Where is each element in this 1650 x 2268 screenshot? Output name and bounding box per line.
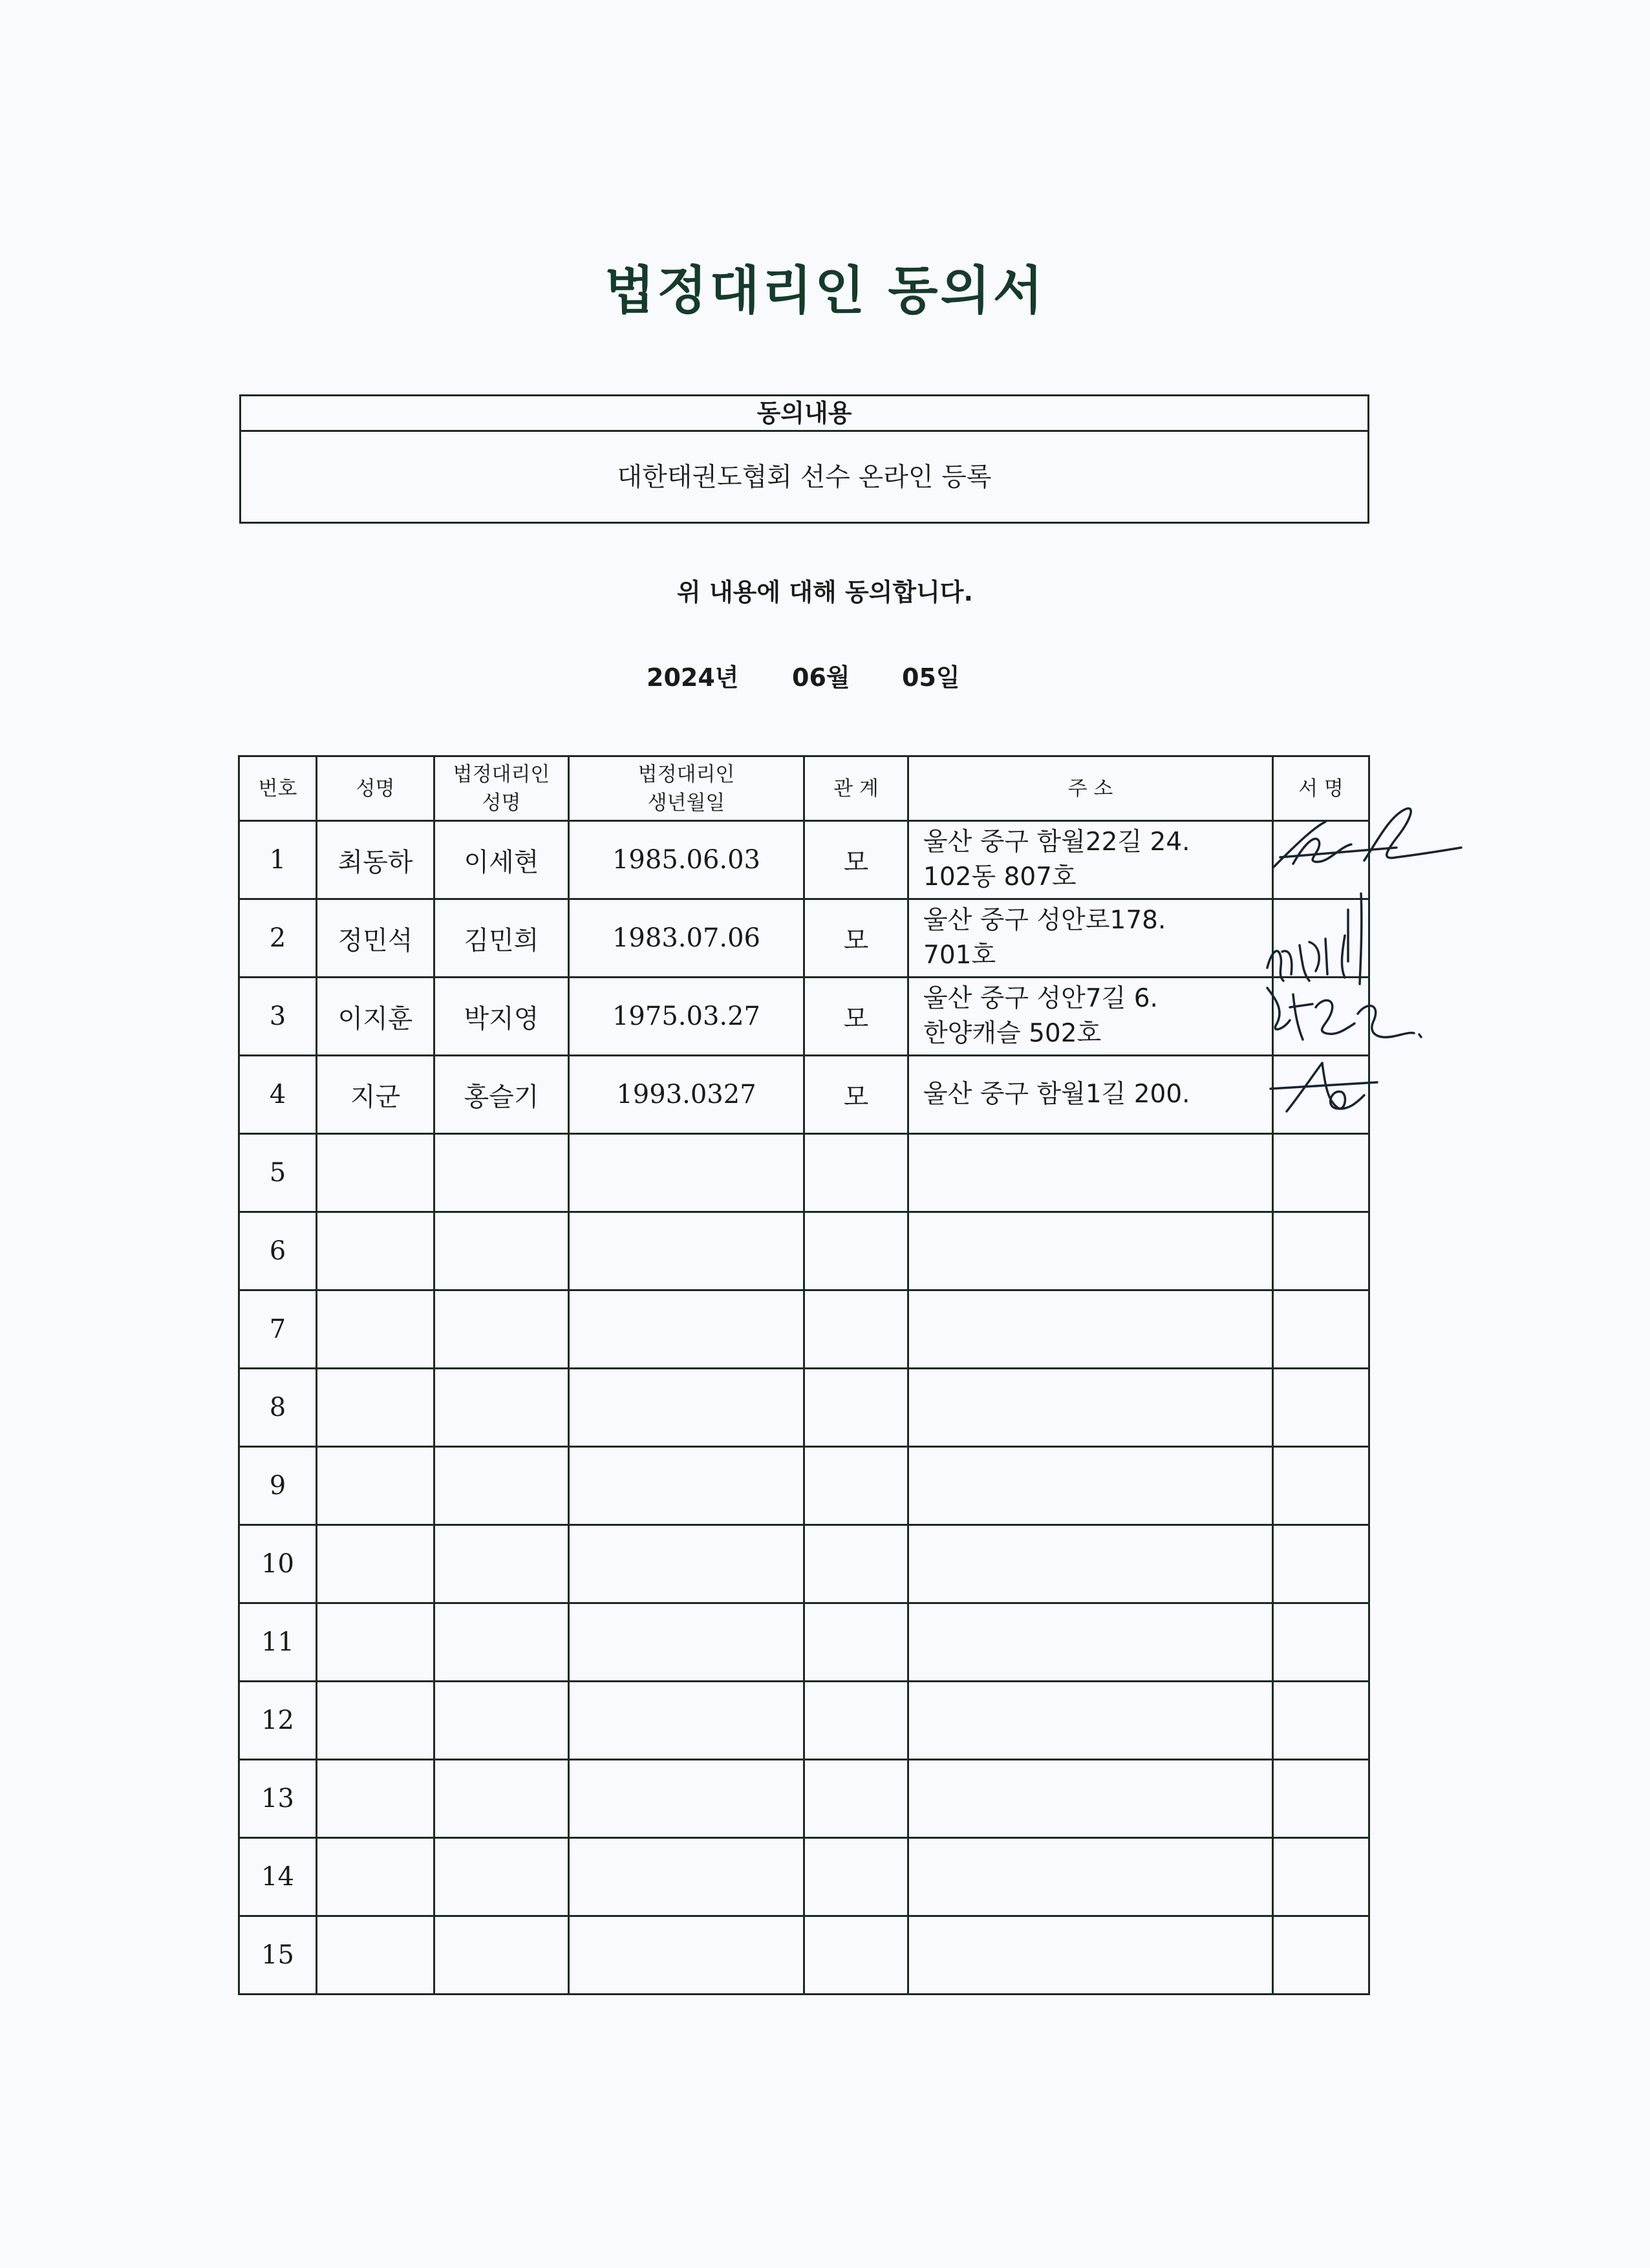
row-guardian-name	[434, 1290, 569, 1369]
row-address	[908, 1525, 1273, 1603]
row-guardian-name	[434, 1134, 569, 1212]
table-row	[239, 1760, 1369, 1838]
row-guardian-birth: 1993.0327	[569, 1056, 804, 1134]
row-address: 울산 중구 함월1길 200.	[908, 1056, 1273, 1134]
row-name: 이지훈	[317, 978, 434, 1056]
row-address	[908, 1134, 1273, 1212]
row-signature	[1273, 1682, 1369, 1760]
header-address: 주 소	[908, 756, 1273, 821]
row-guardian-birth: 1983.07.06	[569, 899, 804, 978]
row-relation: 모	[804, 899, 908, 978]
row-signature	[1273, 1290, 1369, 1369]
agreement-statement: 위 내용에 대해 동의합니다.	[677, 578, 973, 606]
header-guardian-name: 법정대리인 성명	[434, 756, 569, 821]
header-relation: 관 계	[804, 756, 908, 821]
row-name	[317, 1525, 434, 1603]
row-guardian-birth	[569, 1760, 804, 1838]
row-guardian-name	[434, 1525, 569, 1603]
row-guardian-birth	[569, 1838, 804, 1916]
row-address: 울산 중구 성안7길 6. 한양캐슬 502호	[908, 978, 1273, 1056]
date-day: 05일	[902, 663, 960, 692]
row-guardian-birth	[569, 1447, 804, 1525]
row-guardian-name	[434, 1682, 569, 1760]
row-name	[317, 1212, 434, 1290]
row-address: 울산 중구 성안로178. 701호	[908, 899, 1273, 978]
row-number: 13	[239, 1760, 317, 1838]
row-address	[908, 1760, 1273, 1838]
row-relation	[804, 1603, 908, 1682]
table-row	[239, 821, 1369, 899]
row-relation	[804, 1525, 908, 1603]
row-address	[908, 1369, 1273, 1447]
header-name: 성명	[317, 756, 434, 821]
row-signature	[1273, 1369, 1369, 1447]
consent-body: 대한태권도협회 선수 온라인 등록	[617, 462, 992, 492]
row-number: 7	[239, 1290, 317, 1369]
table-row	[239, 1369, 1369, 1447]
row-guardian-birth	[569, 1134, 804, 1212]
row-relation	[804, 1760, 908, 1838]
row-guardian-birth: 1975.03.27	[569, 978, 804, 1056]
row-guardian-birth	[569, 1525, 804, 1603]
row-relation	[804, 1838, 908, 1916]
header-guardian-birth: 법정대리인 생년월일	[569, 756, 804, 821]
row-signature	[1273, 1916, 1369, 1995]
row-relation: 모	[804, 978, 908, 1056]
row-address	[908, 1682, 1273, 1760]
row-name: 정민석	[317, 899, 434, 978]
row-relation	[804, 1290, 908, 1369]
row-relation: 모	[804, 821, 908, 899]
row-relation	[804, 1447, 908, 1525]
row-guardian-name: 박지영	[434, 978, 569, 1056]
row-number: 14	[239, 1838, 317, 1916]
table-row	[239, 1447, 1369, 1525]
row-number: 8	[239, 1369, 317, 1447]
table-row	[239, 1838, 1369, 1916]
row-guardian-name	[434, 1212, 569, 1290]
row-guardian-name	[434, 1760, 569, 1838]
header-no: 번호	[239, 756, 317, 821]
row-relation: 모	[804, 1056, 908, 1134]
guardian-roster-table	[238, 755, 1370, 1995]
row-address	[908, 1447, 1273, 1525]
row-number: 6	[239, 1212, 317, 1290]
handwritten-signature-4	[1267, 1050, 1390, 1121]
date-year: 2024년	[647, 663, 739, 692]
table-row	[239, 1603, 1369, 1682]
row-address	[908, 1603, 1273, 1682]
row-name	[317, 1369, 434, 1447]
row-guardian-name	[434, 1369, 569, 1447]
row-number: 11	[239, 1603, 317, 1682]
row-name: 최동하	[317, 821, 434, 899]
row-name	[317, 1760, 434, 1838]
table-header-row	[239, 756, 1369, 821]
header-signature: 서 명	[1273, 756, 1369, 821]
row-name: 지군	[317, 1056, 434, 1134]
table-row	[239, 1212, 1369, 1290]
row-guardian-birth	[569, 1212, 804, 1290]
row-guardian-name	[434, 1603, 569, 1682]
row-number: 15	[239, 1916, 317, 1995]
row-name	[317, 1290, 434, 1369]
consent-header: 동의내용	[241, 396, 1367, 432]
row-signature	[1273, 899, 1369, 978]
row-name	[317, 1682, 434, 1760]
row-signature	[1273, 1212, 1369, 1290]
row-relation	[804, 1134, 908, 1212]
row-name	[317, 1134, 434, 1212]
row-address	[908, 1212, 1273, 1290]
table-row	[239, 1682, 1369, 1760]
row-guardian-birth	[569, 1603, 804, 1682]
row-guardian-name: 이세현	[434, 821, 569, 899]
row-guardian-birth	[569, 1369, 804, 1447]
row-guardian-birth	[569, 1290, 804, 1369]
row-signature	[1273, 1056, 1369, 1134]
row-signature	[1273, 1760, 1369, 1838]
row-guardian-name: 김민희	[434, 899, 569, 978]
date-month: 06월	[792, 663, 850, 692]
row-guardian-name	[434, 1447, 569, 1525]
row-signature	[1273, 1603, 1369, 1682]
row-address	[908, 1916, 1273, 1995]
row-name	[317, 1603, 434, 1682]
row-signature	[1273, 1447, 1369, 1525]
table-row	[239, 1290, 1369, 1369]
table-row	[239, 1916, 1369, 1995]
row-number: 5	[239, 1134, 317, 1212]
row-address	[908, 1290, 1273, 1369]
row-relation	[804, 1916, 908, 1995]
row-name	[317, 1916, 434, 1995]
row-name	[317, 1838, 434, 1916]
consent-box	[239, 394, 1369, 524]
table-row	[239, 978, 1369, 1056]
row-number: 10	[239, 1525, 317, 1603]
row-guardian-name	[434, 1916, 569, 1995]
table-row	[239, 1134, 1369, 1212]
row-relation	[804, 1369, 908, 1447]
row-number: 9	[239, 1447, 317, 1525]
row-number: 3	[239, 978, 317, 1056]
row-guardian-birth	[569, 1916, 804, 1995]
row-number: 1	[239, 821, 317, 899]
row-address: 울산 중구 함월22길 24. 102동 807호	[908, 821, 1273, 899]
table-row	[239, 1525, 1369, 1603]
row-guardian-birth	[569, 1682, 804, 1760]
row-address	[908, 1838, 1273, 1916]
document-title: 법정대리인 동의서	[604, 261, 1046, 321]
table-row	[239, 1056, 1369, 1134]
row-relation	[804, 1682, 908, 1760]
row-signature	[1273, 1134, 1369, 1212]
row-signature	[1273, 978, 1369, 1056]
row-guardian-name: 홍슬기	[434, 1056, 569, 1134]
row-signature	[1273, 1525, 1369, 1603]
row-number: 12	[239, 1682, 317, 1760]
row-signature	[1273, 1838, 1369, 1916]
row-number: 2	[239, 899, 317, 978]
row-guardian-name	[434, 1838, 569, 1916]
row-number: 4	[239, 1056, 317, 1134]
table-row	[239, 899, 1369, 978]
row-relation	[804, 1212, 908, 1290]
row-name	[317, 1447, 434, 1525]
row-guardian-birth: 1985.06.03	[569, 821, 804, 899]
